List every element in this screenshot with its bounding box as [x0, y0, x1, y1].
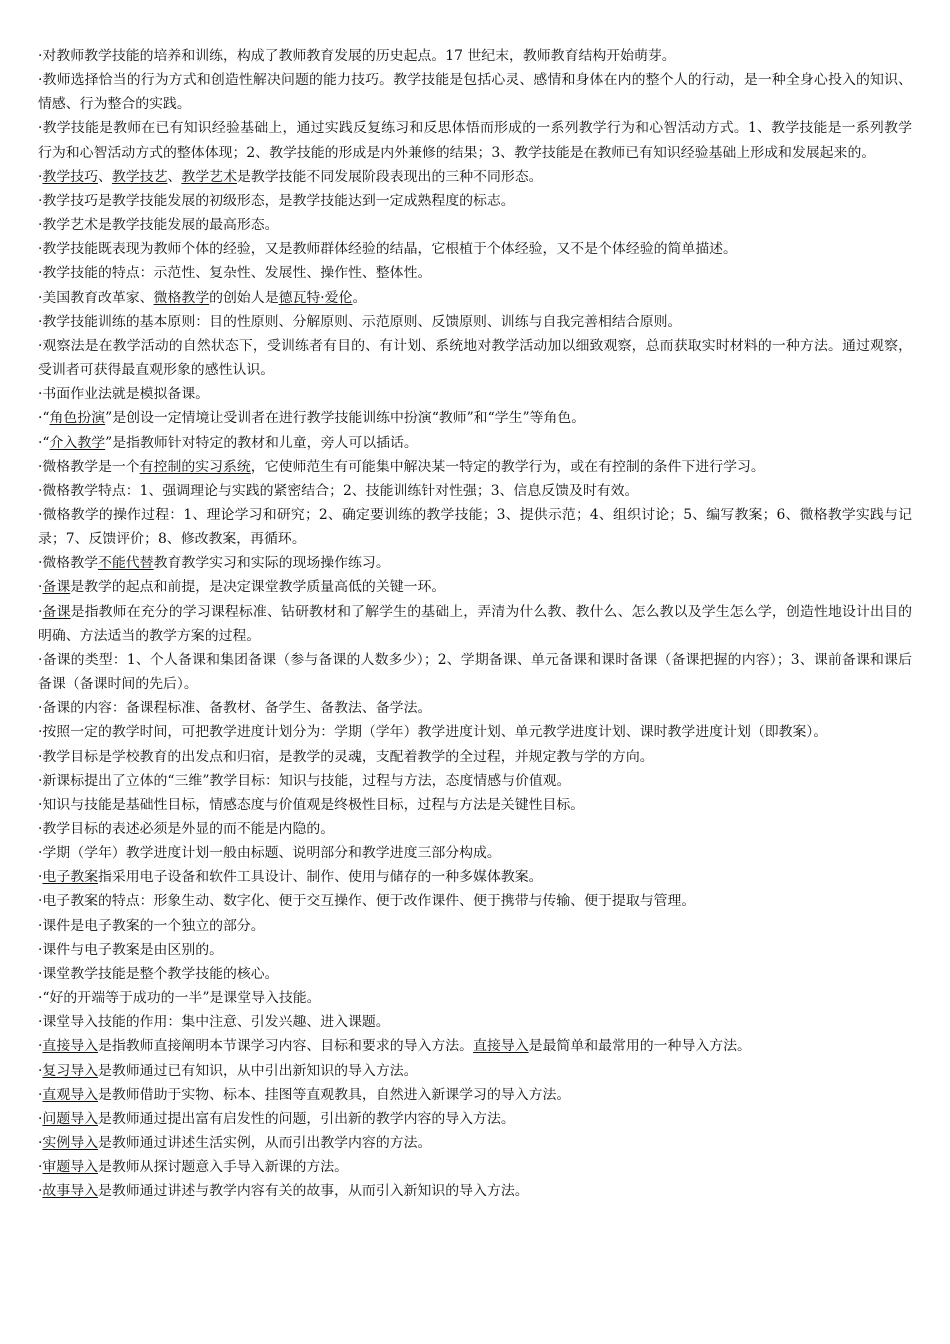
bullet-paragraph	[38, 237, 912, 261]
paragraph-text: ”是指教师针对特定的教材和儿童，旁人可以插话。	[105, 434, 418, 451]
underlined-term: 微格教学	[153, 289, 210, 306]
underlined-term: 角色扮演	[49, 410, 106, 427]
underlined-term: 电子教案	[42, 869, 98, 886]
underlined-term: 备课	[42, 579, 71, 596]
bullet-paragraph	[38, 1083, 912, 1107]
underlined-term: 故事导入	[42, 1183, 98, 1200]
paragraph-text: ·	[38, 603, 43, 620]
paragraph-text: 是指教师在充分的学习课程标准、钻研教材和了解学生的基础上，弄清为什么教、教什么、怎么教以及学生怎么学，创造性地设计出目的明确、方法适当的教学方案的过程。	[38, 603, 912, 644]
paragraph-text: 、	[167, 168, 182, 185]
bullet-paragraph	[38, 261, 912, 285]
paragraph-text: ·课堂导入技能的作用：集中注意、引发兴趣、进入课题。	[38, 1014, 390, 1031]
bullet-paragraph	[38, 938, 912, 962]
bullet-paragraph	[38, 889, 912, 913]
paragraph-text: ·教学技能的特点：示范性、复杂性、发展性、操作性、整体性。	[38, 265, 432, 282]
underlined-term: 教学技艺	[111, 168, 168, 185]
paragraph-text: ·课件与电子教案是由区别的。	[38, 941, 223, 958]
bullet-paragraph	[38, 841, 912, 865]
paragraph-text: 的创始人是	[209, 289, 279, 306]
paragraph-text: ·	[38, 579, 43, 596]
bullet-paragraph	[38, 189, 912, 213]
underlined-term: 有控制的实习系统	[139, 458, 251, 475]
underlined-term: 复习导入	[42, 1062, 98, 1079]
paragraph-text: ·	[38, 1135, 43, 1152]
bullet-paragraph	[38, 213, 912, 237]
paragraph-text: ”是创设一定情境让受训者在进行教学技能训练中扮演“教师”和“学生”等角色。	[105, 410, 586, 427]
bullet-paragraph	[38, 551, 912, 575]
paragraph-text: 。	[352, 289, 367, 306]
paragraph-text: ·教学技巧是教学技能发展的初级形态，是教学技能达到一定成熟程度的标志。	[38, 192, 515, 209]
underlined-term: 问题导入	[42, 1110, 98, 1127]
paragraph-text: ·	[38, 1110, 43, 1127]
paragraph-text: ·学期（学年）教学进度计划一般由标题、说明部分和教学进度三部分构成。	[38, 845, 501, 862]
paragraph-text: 是教师通过讲述生活实例，从而引出教学内容的方法。	[98, 1135, 432, 1152]
bullet-paragraph	[38, 479, 912, 503]
bullet-paragraph	[38, 769, 912, 793]
underlined-term: 介入教学	[49, 434, 106, 451]
bullet-paragraph	[38, 334, 912, 382]
paragraph-text: ·微格教学的操作过程：1、理论学习和研究；2、确定要训练的教学技能；3、提供示范；4、组织讨论；5、编写教案；6、微格教学实践与记录；7、反馈评价；8、修改教案，再循环。	[38, 506, 912, 548]
underlined-term: 直接导入	[42, 1038, 98, 1055]
bullet-paragraph	[38, 575, 912, 599]
bullet-paragraph	[38, 817, 912, 841]
paragraph-text: ·课件是电子教案的一个独立的部分。	[38, 917, 265, 934]
paragraph-text: ·教学目标是学校教育的出发点和归宿，是教学的灵魂，支配着教学的全过程，并规定教与学的方向。	[38, 748, 654, 765]
bullet-paragraph	[38, 914, 912, 938]
bullet-paragraph	[38, 962, 912, 986]
paragraph-text: 是最简单和最常用的一种导入方法。	[528, 1038, 751, 1055]
paragraph-text: 是指教师直接阐明本节课学习内容、目标和要求的导入方法。	[98, 1038, 474, 1055]
paragraph-text: 是教师通过讲述与教学内容有关的故事，从而引入新知识的导入方法。	[98, 1183, 529, 1200]
paragraph-text: ·“好的开端等于成功的一半”是课堂导入技能。	[38, 990, 321, 1007]
paragraph-text: ·对教师教学技能的培养和训练，构成了教师教育发展的历史起点。17 世纪末，教师教育结构开始萌芽。	[38, 48, 676, 64]
underlined-term: 教学技巧	[42, 168, 98, 185]
underlined-term: 直观导入	[42, 1086, 98, 1103]
underlined-term: 直接导入	[473, 1038, 529, 1055]
paragraph-text: ·“	[38, 410, 50, 427]
underlined-term: 审题导入	[42, 1159, 98, 1176]
paragraph-text: 是教师通过已有知识，从中引出新知识的导入方法。	[98, 1062, 418, 1079]
paragraph-text: ·书面作业法就是模拟备课。	[38, 386, 210, 403]
paragraph-text: ·微格教学是一个	[38, 458, 140, 475]
bullet-paragraph	[38, 1155, 912, 1179]
bullet-paragraph	[38, 1107, 912, 1131]
paragraph-text: ·教学艺术是教学技能发展的最高形态。	[38, 217, 279, 234]
paragraph-text: 是教师通过提出富有启发性的问题，引出新的教学内容的导入方法。	[98, 1110, 515, 1127]
paragraph-text: ·微格教学	[38, 555, 98, 572]
underlined-term: 备课	[42, 603, 71, 620]
paragraph-text: 是教师从探讨题意入手导入新课的方法。	[98, 1159, 349, 1176]
bullet-paragraph	[38, 382, 912, 406]
paragraph-text: ·新课标提出了立体的“三维”教学目标：知识与技能，过程与方法，态度情感与价值观。	[38, 772, 571, 789]
paragraph-text: 教育教学实习和实际的现场操作练习。	[153, 555, 390, 572]
paragraph-text: ·教学技能训练的基本原则：目的性原则、分解原则、示范原则、反馈原则、训练与自我完善相结合原则。	[38, 313, 682, 330]
paragraph-text: ·“	[38, 434, 50, 451]
paragraph-text: ·教学技能是教师在已有知识经验基础上，通过实践反复练习和反思体悟而形成的一系列教学行为和心智活动方式。1、教学技能是一系列教学行为和心智活动方式的整体体现；2、教学技能的形成是内外兼修的结果；3、教学技能是在教师已有知识经验基础上形成和发展起来的。	[38, 120, 912, 161]
bullet-paragraph	[38, 745, 912, 769]
bullet-paragraph	[38, 431, 912, 455]
paragraph-text: ·备课的内容：备课程标准、备教材、备学生、备教法、备学法。	[38, 700, 432, 717]
paragraph-text: ·按照一定的教学时间，可把教学进度计划分为：学期（学年）教学进度计划、单元教学进度计划、课时教学进度计划（即教案）。	[38, 724, 828, 741]
paragraph-text: ·微格教学特点：1、强调理论与实践的紧密结合；2、技能训练针对性强；3、信息反馈及时有效。	[38, 482, 639, 499]
underlined-term: 德瓦特·爱伦	[278, 289, 353, 306]
bullet-paragraph	[38, 720, 912, 744]
paragraph-text: 是教师借助于实物、标本、挂图等直观教具，自然进入新课学习的导入方法。	[98, 1086, 571, 1103]
bullet-paragraph	[38, 455, 912, 479]
bullet-paragraph	[38, 44, 912, 68]
paragraph-text: ·电子教案的特点：形象生动、数字化、便于交互操作、便于改作课件、便于携带与传输、便于提取与管理。	[38, 893, 696, 910]
underlined-term: 不能代替	[97, 555, 154, 572]
paragraph-text: ·	[38, 1086, 43, 1103]
paragraph-text: ·	[38, 1159, 43, 1176]
bullet-paragraph	[38, 1010, 912, 1034]
bullet-paragraph	[38, 986, 912, 1010]
paragraph-text: ·	[38, 869, 43, 886]
paragraph-text: ·教学目标的表述必须是外显的而不能是内隐的。	[38, 821, 335, 837]
paragraph-text: ·教学技能既表现为教师个体的经验，又是教师群体经验的结晶，它根植于个体经验，又不是个体经验的简单描述。	[38, 241, 737, 258]
paragraph-text: ·	[38, 1062, 43, 1079]
underlined-term: 教学艺术	[181, 168, 237, 185]
underlined-term: 实例导入	[42, 1135, 98, 1152]
bullet-paragraph	[38, 286, 912, 310]
paragraph-text: 是教学的起点和前提，是决定课堂教学质量高低的关键一环。	[70, 579, 446, 596]
paragraph-text: ·教师选择恰当的行为方式和创造性解决问题的能力技巧。教学技能是包括心灵、感情和身体在内的整个人的行动，是一种全身心投入的知识、情感、行为整合的实践。	[38, 72, 912, 113]
bullet-paragraph	[38, 116, 912, 164]
paragraph-text: ·	[38, 1183, 43, 1200]
bullet-paragraph	[38, 310, 912, 334]
bullet-paragraph	[38, 68, 912, 116]
paragraph-text: 、	[98, 168, 112, 185]
paragraph-text: ，它使师范生有可能集中解决某一特定的教学行为，或在有控制的条件下进行学习。	[250, 458, 765, 475]
bullet-paragraph	[38, 865, 912, 889]
bullet-paragraph	[38, 1179, 912, 1203]
document-body	[38, 44, 912, 1204]
paragraph-text: ·美国教育改革家、	[38, 289, 154, 306]
paragraph-text: ·备课的类型：1、个人备课和集团备课（参与备课的人数多少）；2、学期备课、单元备课和课时备课（备课把握的内容）；3、课前备课和课后备课（备课时间的先后）。	[38, 651, 912, 693]
bullet-paragraph	[38, 648, 912, 696]
paragraph-text: ·知识与技能是基础性目标，情感态度与价值观是终极性目标，过程与方法是关键性目标。	[38, 796, 585, 813]
paragraph-text: ·	[38, 168, 43, 185]
bullet-paragraph	[38, 165, 912, 189]
paragraph-text: ·	[38, 1038, 43, 1055]
paragraph-text: ·课堂教学技能是整个教学技能的核心。	[38, 965, 279, 982]
paragraph-text: ·观察法是在教学活动的自然状态下，受训练者有目的、有计划、系统地对教学活动加以细致观察，总而获取实时材料的一种方法。通过观察，受训者可获得最直观形象的感性认识。	[38, 337, 912, 379]
bullet-paragraph	[38, 1034, 912, 1058]
paragraph-text: 指采用电子设备和软件工具设计、制作、使用与储存的一种多媒体教案。	[98, 869, 543, 886]
bullet-paragraph	[38, 1059, 912, 1083]
bullet-paragraph	[38, 696, 912, 720]
bullet-paragraph	[38, 1131, 912, 1155]
paragraph-text: 是教学技能不同发展阶段表现出的三种不同形态。	[236, 168, 543, 185]
bullet-paragraph	[38, 793, 912, 817]
bullet-paragraph	[38, 503, 912, 551]
bullet-paragraph	[38, 600, 912, 648]
bullet-paragraph	[38, 406, 912, 430]
